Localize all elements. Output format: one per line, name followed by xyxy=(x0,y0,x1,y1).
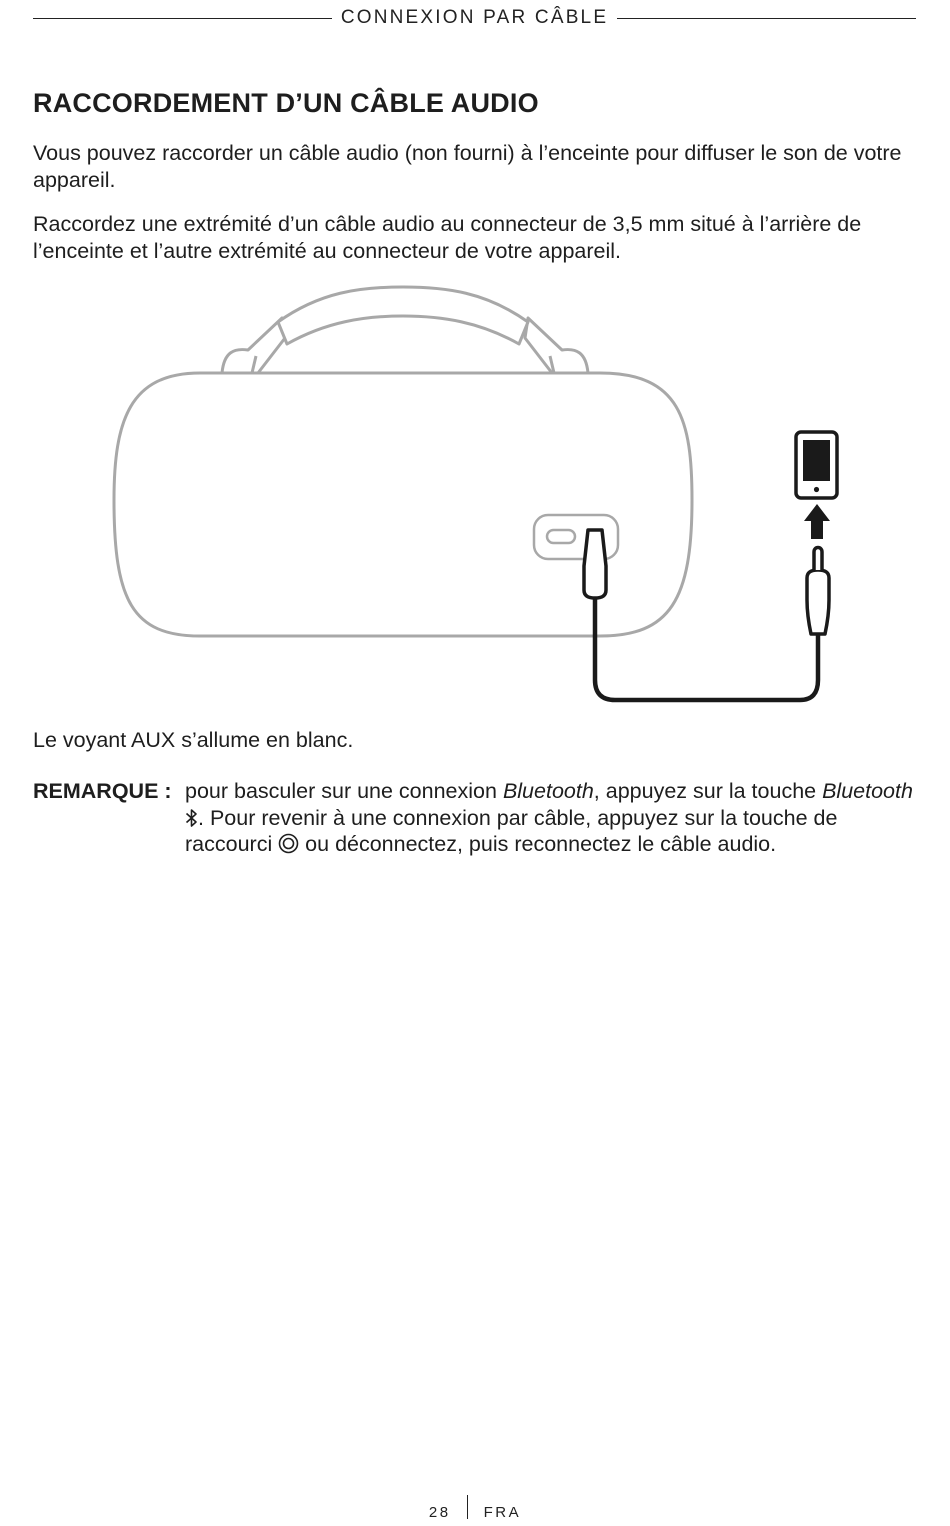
footer-divider xyxy=(467,1495,468,1519)
language-code: FRA xyxy=(483,1503,522,1521)
phone-device xyxy=(796,432,837,498)
section-title: CONNEXION PAR CÂBLE xyxy=(340,7,609,28)
aux-led-paragraph: Le voyant AUX s’allume en blanc. xyxy=(33,728,354,752)
aux-port xyxy=(547,530,575,543)
note-block xyxy=(33,778,923,858)
note-bluetooth-term-1: Bluetooth xyxy=(502,779,594,803)
speaker-handle xyxy=(222,287,588,373)
header-rule-left xyxy=(33,18,332,19)
instruction-paragraph: Raccordez une extrémité d’un câble audio au connecteur de 3,5 mm situé à l’arrière de l’enceinte et l’autre extrémité au connecteur de votre appareil. xyxy=(33,212,862,263)
note-text-part4: ou déconnectez, puis reconnectez le câble audio. xyxy=(299,832,777,856)
page-title: RACCORDEMENT D’UN CÂBLE AUDIO xyxy=(33,88,539,118)
page-footer xyxy=(0,1498,950,1526)
speaker-plug xyxy=(584,530,606,598)
note-text-part1: pour basculer sur une connexion xyxy=(185,779,503,803)
note-label: REMARQUE : xyxy=(33,779,172,803)
note-text-part3: . Pour revenir à une connexion par câble, appuyez sur la touche de raccourci xyxy=(185,805,838,856)
bluetooth-icon xyxy=(185,808,198,828)
cable-connection-illustration xyxy=(100,280,860,710)
note-text-part2: , appuyez sur la touche xyxy=(593,779,823,803)
insert-arrow xyxy=(804,504,830,539)
note-bluetooth-term-2: Bluetooth xyxy=(822,779,913,803)
device-plug xyxy=(807,548,829,635)
intro-paragraph: Vous pouvez raccorder un câble audio (non fourni) à l’enceinte pour diffuser le son de votre appareil. xyxy=(33,141,902,192)
page-number: 28 xyxy=(428,1503,451,1521)
header-rule-right xyxy=(617,18,916,19)
section-header xyxy=(33,6,916,30)
shortcut-button-icon xyxy=(278,833,299,854)
note-text xyxy=(185,778,920,858)
